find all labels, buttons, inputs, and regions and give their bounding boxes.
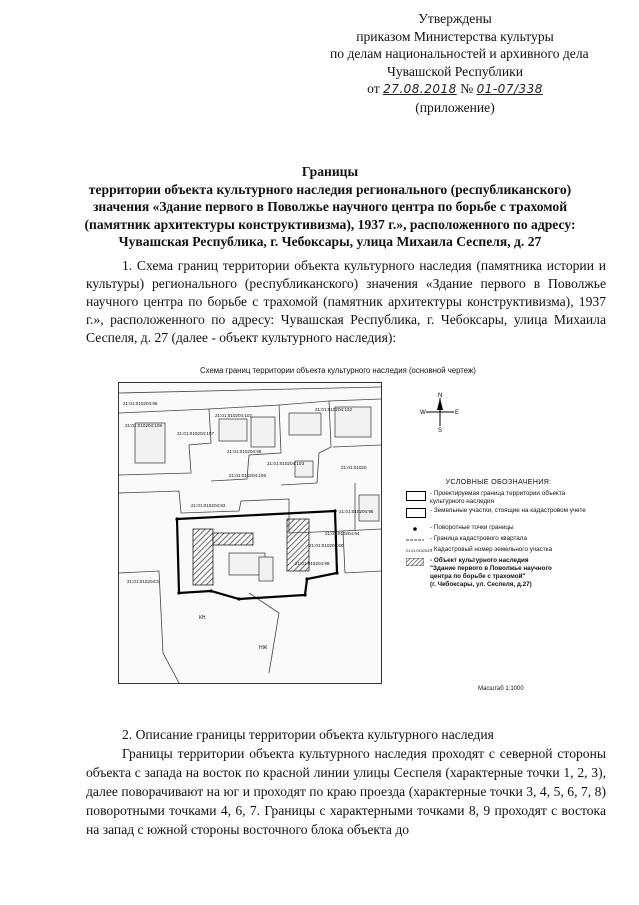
cad-label: 21:01:010204:93 (191, 503, 226, 508)
map-label-nzh: НЖ (259, 645, 268, 651)
cad-label: 21:01:010204:94 (325, 531, 360, 536)
appendix-label: (приложение) (415, 99, 495, 115)
cad-label: 21:01:010204:95 (339, 509, 374, 514)
section-1-paragraph (86, 257, 606, 347)
map-scale: Масштаб 1:1000 (478, 686, 524, 692)
figure-title: Схема границ территории объекта культурного наследия (основной чертеж) (200, 366, 476, 375)
approval-line-3: по делам национальностей и архивного дела (330, 46, 589, 61)
compass-e: E (455, 410, 460, 416)
compass-rose-icon (420, 392, 460, 432)
title-line-2: территории объекта культурного наследия регионального (республиканского) (88, 181, 572, 197)
approval-line-2: приказом Министерства культуры (356, 28, 554, 44)
parcel-symbol-icon (406, 508, 426, 518)
map-label-kn: КН (199, 615, 206, 621)
cad-label: 21:01:010204:106 (229, 473, 267, 478)
number-prefix: № (460, 81, 474, 96)
section-2-text: Границы территории объекта культурного наследия проходят с северной стороны объекта с запада на восток по красной линии улицы Сеспеля (характерные точки 1, 2, 3), далее поворачивают на юг и проходят по краю проезда (характерные точки 3, 4, 5, 6, 7, 8) поворотными точками 4, 6, 7. Границы с характерными точками 8, 9 проходят с востока на запад с южной стороны восточного блока объекта до (86, 746, 606, 837)
legend-title: УСЛОВНЫЕ ОБОЗНАЧЕНИЯ: (445, 477, 552, 486)
title-line-4: (памятник архитектуры конструктивизма), 1937 г.», расположенного по адресу: (84, 216, 576, 232)
title-line-5: Чувашская Республика, г. Чебоксары, улица Михаила Сеспеля, д. 27 (118, 234, 542, 249)
cad-label: 21:01:010204:108 (125, 423, 163, 428)
compass-n: N (438, 393, 443, 399)
cad-label: 21:01:010204:60 (309, 543, 344, 548)
date-prefix: от (367, 81, 380, 96)
map-legend (406, 478, 591, 592)
legend-item: - Земельные участки, стоящие на кадастровом учете (406, 507, 591, 523)
approval-block (330, 10, 589, 116)
approval-date-line (330, 80, 580, 99)
legend-item: - Проектируемая граница территории объекта культурного наследия (406, 490, 591, 506)
boundary-symbol-icon (406, 491, 426, 501)
approval-line-4: Чувашской Республики (387, 63, 523, 79)
cad-label: 21:01:010204:107 (177, 431, 215, 436)
section-1-text: 1. Схема границ территории объекта культурного наследия (памятника истории и культуры) регионального (республиканского) значения «Здание первого в Поволжье научного центра по борьбе с трахомой (памятник архитектуры конструктивизма), 1937 г.», расположенного по адресу: Чувашская Республика, г. Чебоксары, улица Михаила Сеспеля, д. 27 (далее - объект культурного наследия): (86, 258, 606, 345)
cad-label: 21:01:010204:5 (127, 579, 159, 584)
cad-label: 21:01:010204:96 (123, 401, 158, 406)
cad-label: 21:01:010204:99 (295, 561, 330, 566)
approval-line-1: Утверждены (418, 11, 492, 26)
compass-w: W (420, 410, 426, 416)
buildings (135, 407, 379, 521)
compass-s: S (438, 428, 443, 432)
legend-item: - Объект культурного наследия "Здание первого в Поволжье научного центра по борьбе с трахомой" (г. Чебоксары, ул. Сеспеля, д.27) (406, 557, 591, 591)
heritage-object-symbol-icon (406, 558, 424, 566)
title-line-1: Границы (301, 164, 359, 179)
point-symbol-icon (406, 525, 424, 533)
cad-label: 21:01:010204:102 (215, 413, 253, 418)
title-line-3: значения «Здание первого в Поволжье научного центра по борьбе с трахомой (92, 199, 568, 214)
cad-label: 21:01:010204:103 (267, 461, 305, 466)
boundary-map (118, 382, 382, 684)
document-title (70, 163, 590, 251)
quarter-border-symbol-icon (406, 536, 424, 544)
legend-item: - Поворотные точки границы (406, 524, 591, 534)
cad-label: 21:01:010204:98 (227, 449, 262, 454)
section-2-heading: 2. Описание границы территории объекта культурного наследия (122, 727, 494, 742)
number-value: 01-07/338 (476, 82, 543, 96)
cad-label: 21:01:010204:132 (315, 407, 353, 412)
legend-item: - Граница кадастрового квартала (406, 535, 591, 545)
legend-item: 21:01:010204:5 - Кадастровый номер земельного участка (406, 546, 553, 553)
date-value: 27.08.2018 (383, 82, 457, 96)
cadastral-number-symbol: 21:01:010204:5 (406, 549, 433, 553)
cad-label: 21:01:01020 (341, 465, 367, 470)
section-2 (86, 725, 606, 839)
